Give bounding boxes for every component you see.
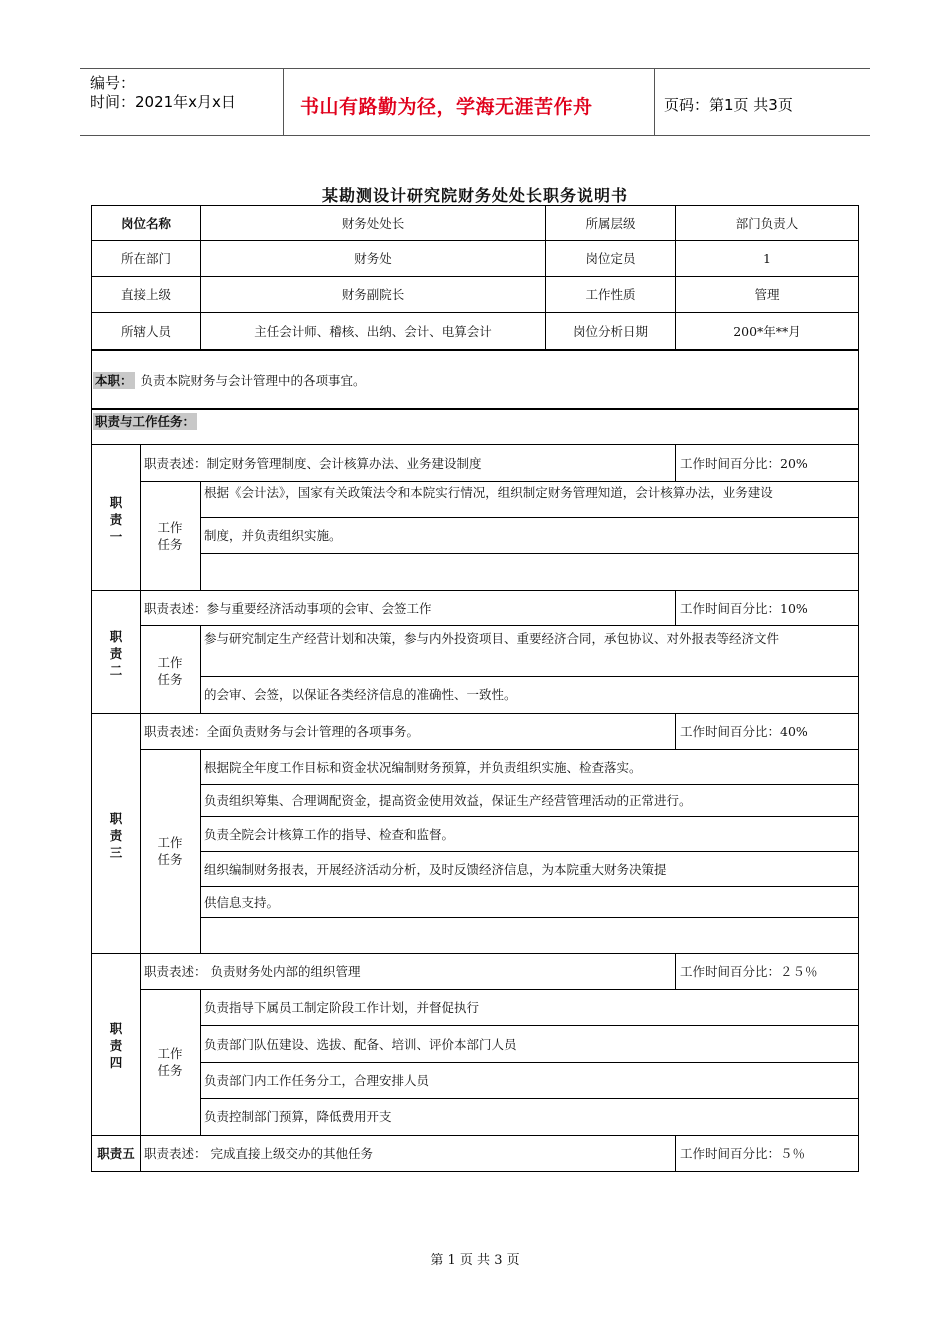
quota-label: 岗位定员 <box>585 251 636 266</box>
core-duty <box>93 371 366 389</box>
duty-4-task-label: 工作 任务 <box>157 1046 183 1078</box>
analysis-date-value: 200*年**月 <box>733 323 801 339</box>
duty-1-statement: 职责表述：制定财务管理制度、会计核算办法、业务建设制度 <box>144 455 482 471</box>
page-footer: 第 1 页 共 3 页 <box>430 1253 520 1268</box>
duty-5-label: 职责五 <box>97 1146 135 1161</box>
header-top-rule <box>80 68 870 69</box>
duty-1-task-1: 根据《会计法》，国家有关政策法令和本院实行情况，组织制定财务管理知道，会计核算办法，业务建设 <box>204 485 773 500</box>
superior-label: 直接上级 <box>120 287 171 302</box>
nature-label: 工作性质 <box>585 287 636 302</box>
duty-4-task-1: 负责指导下属员工制定阶段工作计划，并督促执行 <box>204 1000 480 1015</box>
duty-1-label: 职 责 一 <box>109 495 123 544</box>
header-bottom-rule <box>80 135 870 136</box>
duty-2-task-2: 的会审、会签，以保证各类经济信息的准确性、一致性。 <box>204 687 517 702</box>
duty-1-percent: 工作时间百分比：20% <box>680 455 808 471</box>
duty-3-task-2: 负责组织筹集、合理调配资金，提高资金使用效益，保证生产经营管理活动的正常进行。 <box>204 793 692 808</box>
level-value: 部门负责人 <box>735 215 799 231</box>
duty-4-task-2: 负责部门队伍建设、选拔、配备、培训、评价本部门人员 <box>204 1036 517 1052</box>
header-divider <box>654 68 655 136</box>
document-title: 某勘测设计研究院财务处处长职务说明书 <box>321 186 628 205</box>
duty-4-statement: 职责表述： 负责财务处内部的组织管理 <box>144 964 361 979</box>
quota-value: 1 <box>763 251 771 266</box>
duties-heading: 职责与工作任务： <box>95 413 196 429</box>
page-code: 页码：第1页 共3页 <box>664 96 793 114</box>
core-duty-label: 本职： <box>95 372 133 388</box>
duty-5-statement: 职责表述： 完成直接上级交办的其他任务 <box>144 1146 373 1161</box>
duty-1-task-label: 工作 任务 <box>157 520 183 552</box>
doc-time-label: 时间：2021年x月x日 <box>90 93 236 111</box>
duty-4-task-4: 负责控制部门预算，降低费用开支 <box>204 1109 392 1124</box>
level-label: 所属层级 <box>585 215 636 231</box>
dept-label: 所在部门 <box>120 251 171 266</box>
duty-2-task-1: 参与研究制定生产经营计划和决策，参与内外投资项目、重要经济合同，承包协议、对外报表等经济文件 <box>204 631 780 646</box>
duty-3-task-4: 组织编制财务报表，开展经济活动分析，及时反馈经济信息，为本院重大财务决策提 <box>204 861 667 877</box>
duty-2-statement: 职责表述：参与重要经济活动事项的会审、会签工作 <box>144 600 432 616</box>
duty-3-percent: 工作时间百分比：40% <box>680 724 808 739</box>
duty-3-statement: 职责表述：全面负责财务与会计管理的各项事务。 <box>144 724 420 739</box>
duty-3-task-6 <box>200 918 858 952</box>
duty-4-task-3: 负责部门内工作任务分工，合理安排人员 <box>204 1073 430 1088</box>
position-name-value: 财务处处长 <box>341 215 405 231</box>
duty-3-task-1: 根据院全年度工作目标和资金状况编制财务预算，并负责组织实施、检查落实。 <box>204 759 642 775</box>
duty-2-label: 职 责 二 <box>109 629 123 678</box>
duty-3-task-label: 工作 任务 <box>157 835 183 867</box>
duty-3-task-3: 负责全院会计核算工作的指导、检查和监督。 <box>204 826 455 842</box>
duty-2-task-label: 工作 任务 <box>157 655 183 687</box>
subordinates-value: 主任会计师、稽核、出纳、会计、电算会计 <box>254 323 492 339</box>
duty-2-percent: 工作时间百分比：10% <box>680 600 808 616</box>
header-motto: 书山有路勤为径，学海无涯苦作舟 <box>300 96 593 118</box>
duty-1-task-2: 制度，并负责组织实施。 <box>204 528 342 543</box>
doc-number-label: 编号： <box>90 74 136 92</box>
duty-4-percent: 工作时间百分比：２５％ <box>680 964 818 979</box>
duty-1-task-3 <box>200 554 858 589</box>
nature-value: 管理 <box>754 287 780 302</box>
duty-3-task-5: 供信息支持。 <box>204 894 280 910</box>
position-name-label: 岗位名称 <box>120 215 171 231</box>
duty-5-percent: 工作时间百分比：５％ <box>680 1146 806 1161</box>
duty-4-label: 职 责 四 <box>109 1021 123 1070</box>
header-divider <box>283 68 284 136</box>
duty-3-label: 职 责 三 <box>109 811 123 860</box>
analysis-date-label: 岗位分析日期 <box>572 323 648 339</box>
subordinates-label: 所辖人员 <box>120 323 171 339</box>
superior-value: 财务副院长 <box>341 287 405 302</box>
dept-value: 财务处 <box>354 251 392 266</box>
core-duty-text: 负责本院财务与会计管理中的各项事宜。 <box>140 372 366 388</box>
